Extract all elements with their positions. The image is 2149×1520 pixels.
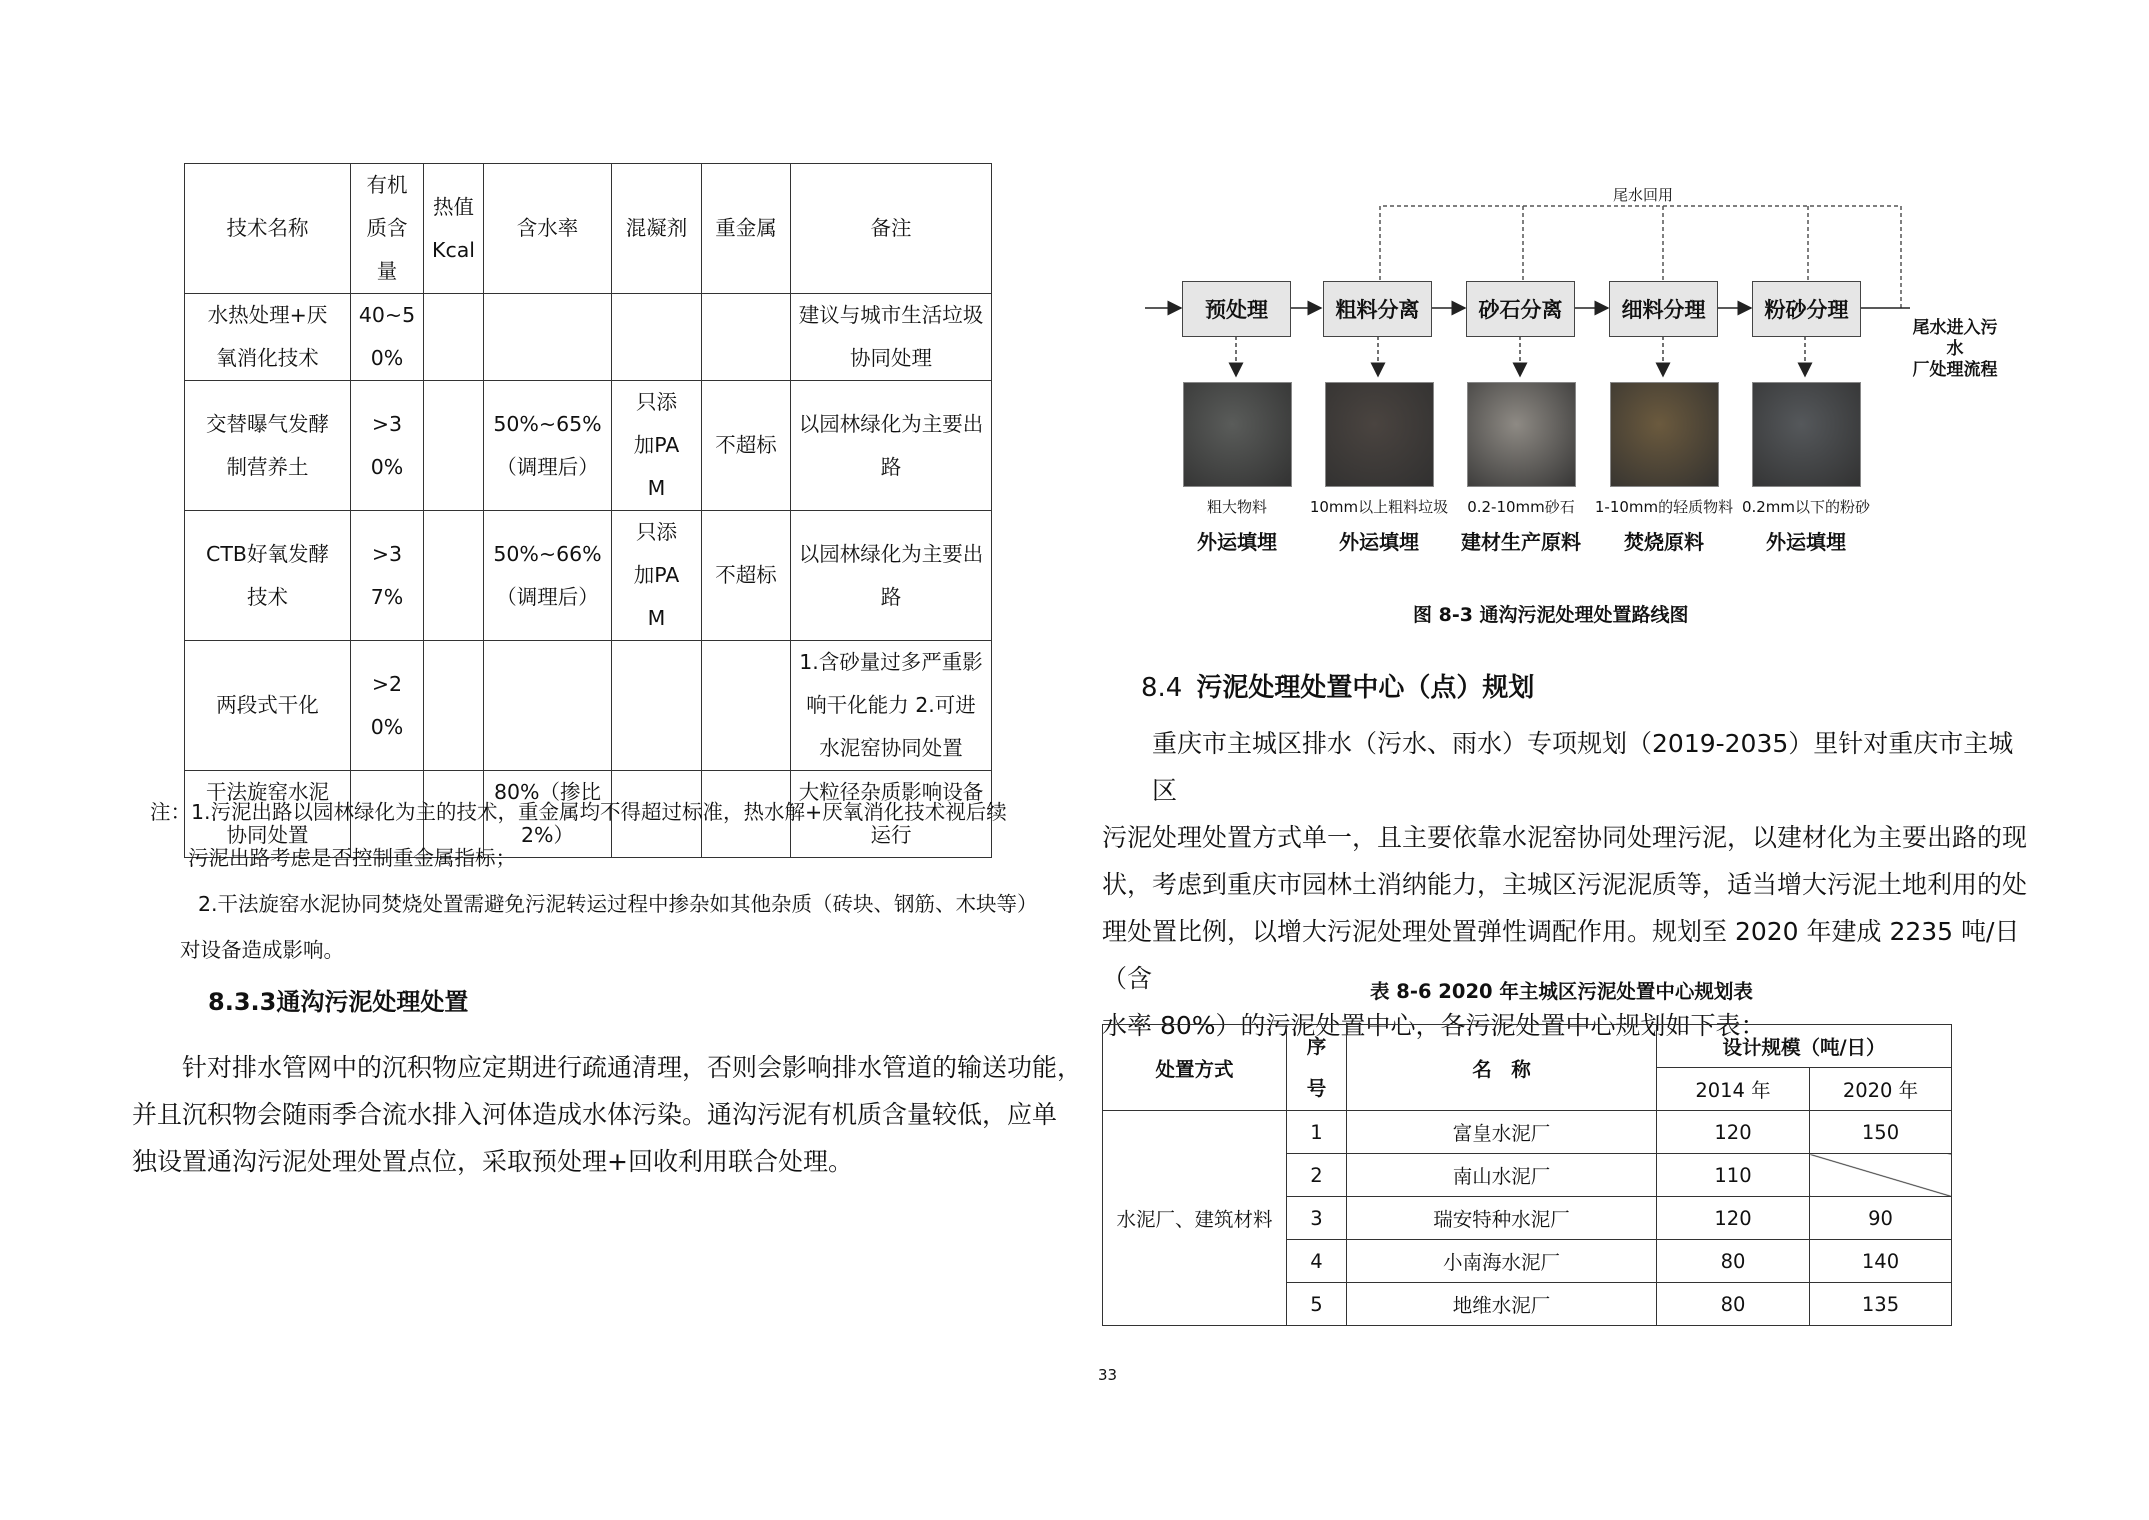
step-box-silt: 粉砂分理	[1752, 281, 1861, 337]
section-8-3-3-body	[132, 1044, 1092, 1185]
header-heavy-metal: 重金属	[702, 164, 791, 294]
cell-water: 50%~65%（调理后）	[484, 381, 612, 511]
page-number: 33	[1098, 1366, 1118, 1384]
cell-remark: 以园林绿化为主要出路	[791, 511, 992, 641]
header-water: 含水率	[484, 164, 612, 294]
header-tech-name: 技术名称	[185, 164, 351, 294]
figure-caption: 图 8-3 通沟污泥处理处置路线图	[1413, 604, 1689, 626]
material-label: 0.2-10mm砂石	[1467, 498, 1575, 516]
header-organic: 有机质含量	[351, 164, 424, 294]
destination-label: 建材生产原料	[1461, 530, 1581, 554]
cell-seq: 4	[1287, 1240, 1347, 1283]
cell-organic: >37%	[351, 511, 424, 641]
cell-organic: 40~50%	[351, 294, 424, 381]
cell-2020-empty	[1810, 1154, 1952, 1197]
body-line: 针对排水管网中的沉积物应定期进行疏通清理，否则会影响排水管道的输送功能，	[182, 1053, 1083, 1082]
cell-2014: 80	[1657, 1240, 1810, 1283]
cell-seq: 3	[1287, 1197, 1347, 1240]
cell-2014: 80	[1657, 1283, 1810, 1326]
cell-name: 南山水泥厂	[1347, 1154, 1657, 1197]
cell-seq: 5	[1287, 1283, 1347, 1326]
cell-name: 瑞安特种水泥厂	[1347, 1197, 1657, 1240]
header-remark: 备注	[791, 164, 992, 294]
cell-tech-name: 交替曝气发酵制营养土	[185, 381, 351, 511]
material-label: 10mm以上粗料垃圾	[1309, 498, 1449, 516]
photo-coarse-material	[1183, 382, 1292, 487]
cell-remark: 大粒径杂质影响设备运行	[791, 771, 992, 858]
cell-coagulant: 只添加PAM	[612, 511, 702, 641]
cell-seq: 1	[1287, 1111, 1347, 1154]
table-row	[185, 381, 992, 511]
body-line: 理处置比例，以增大污泥处理处置弹性调配作用。规划至 2020 年建成 2235 吨/日（含	[1102, 917, 2020, 993]
cell-organic: >30%	[351, 381, 424, 511]
cell-2020: 150	[1810, 1111, 1952, 1154]
cell-remark: 以园林绿化为主要出路	[791, 381, 992, 511]
destination-label: 外运填埋	[1339, 530, 1419, 554]
step-box-fine: 细料分理	[1609, 281, 1718, 337]
cell-remark: 1.含砂量过多严重影响干化能力 2.可进水泥窑协同处置	[791, 641, 992, 771]
header-heat: 热值Kcal	[424, 164, 484, 294]
section-title: 污泥处理处置中心（点）规划	[1196, 673, 1535, 703]
step-box-sand: 砂石分离	[1466, 281, 1575, 337]
cell-coagulant	[612, 641, 702, 771]
cell-remark: 建议与城市生活垃圾协同处理	[791, 294, 992, 381]
cell-tech-name: 干法旋窑水泥协同处置	[185, 771, 351, 858]
table-caption: 表 8-6 2020 年主城区污泥处置中心规划表	[1370, 980, 1753, 1003]
cell-water	[484, 641, 612, 771]
process-flow-diagram	[1145, 180, 2000, 600]
cell-heat	[424, 641, 484, 771]
photo-fine-silt	[1752, 382, 1861, 487]
table-header-row	[1103, 1025, 1952, 1068]
cell-2020: 135	[1810, 1283, 1952, 1326]
body-line: 状，考虑到重庆市园林土消纳能力，主城区污泥泥质等，适当增大污泥土地利用的处	[1102, 870, 2028, 899]
note-1-line-2: 污泥出路考虑是否控制重金属指标；	[188, 846, 516, 870]
recycle-label: 尾水回用	[1613, 186, 1674, 204]
table-row	[185, 641, 992, 771]
sludge-center-plan-table	[1102, 1024, 1952, 1326]
header-method: 处置方式	[1103, 1025, 1287, 1111]
cell-tech-name: CTB好氧发酵技术	[185, 511, 351, 641]
step-box-coarse: 粗料分离	[1323, 281, 1432, 337]
body-line: 独设置通沟污泥处理处置点位，采取预处理+回收利用联合处理。	[132, 1147, 853, 1176]
header-coagulant: 混凝剂	[612, 164, 702, 294]
cell-method: 水泥厂、建筑材料	[1103, 1111, 1287, 1326]
table-header-row	[185, 164, 992, 294]
cell-heavy-metal: 不超标	[702, 381, 791, 511]
body-line: 污泥处理处置方式单一，且主要依靠水泥窑协同处理污泥，以建材化为主要出路的现	[1102, 823, 2028, 852]
cell-water: 80%（掺比2%）	[484, 771, 612, 858]
cell-heat	[424, 381, 484, 511]
cell-2014: 120	[1657, 1197, 1810, 1240]
body-line: 重庆市主城区排水（污水、雨水）专项规划（2019-2035）里针对重庆市主城区	[1152, 729, 2014, 805]
section-heading-8-4	[1141, 667, 1534, 704]
header-2020: 2020 年	[1810, 1068, 1952, 1111]
photo-light-material	[1610, 382, 1719, 487]
cell-name: 小南海水泥厂	[1347, 1240, 1657, 1283]
cell-2020: 90	[1810, 1197, 1952, 1240]
cell-seq: 2	[1287, 1154, 1347, 1197]
body-line: 水率 80%）的污泥处置中心，各污泥处置中心规划如下表：	[1102, 1011, 1766, 1040]
header-name: 名 称	[1347, 1025, 1657, 1111]
header-2014: 2014 年	[1657, 1068, 1810, 1111]
note-2-line-1: 2.干法旋窑水泥协同焚烧处置需避免污泥转运过程中掺杂如其他杂质（砖块、钢筋、木块等）	[198, 892, 1038, 916]
step-box-pretreatment: 预处理	[1182, 281, 1291, 337]
technology-comparison-table	[184, 163, 992, 858]
material-label: 粗大物料	[1206, 498, 1267, 516]
section-number: 8.4	[1141, 673, 1183, 703]
destination-label: 外运填埋	[1766, 530, 1846, 554]
cell-heavy-metal: 不超标	[702, 511, 791, 641]
cell-heat	[424, 294, 484, 381]
header-design-scale: 设计规模（吨/日）	[1657, 1025, 1952, 1068]
table-row	[1103, 1111, 1952, 1154]
cell-name: 富皇水泥厂	[1347, 1111, 1657, 1154]
cell-2014: 110	[1657, 1154, 1810, 1197]
cell-name: 地维水泥厂	[1347, 1283, 1657, 1326]
material-label: 1-10mm的轻质物料	[1594, 498, 1734, 516]
cell-tech-name: 水热处理+厌氧消化技术	[185, 294, 351, 381]
destination-label: 焚烧原料	[1624, 530, 1704, 554]
cell-tech-name: 两段式干化	[185, 641, 351, 771]
photo-sand-gravel	[1467, 382, 1576, 487]
note-2-line-2: 对设备造成影响。	[180, 938, 344, 962]
table-row	[185, 511, 992, 641]
photo-coarse-garbage	[1325, 382, 1434, 487]
cell-heavy-metal	[702, 294, 791, 381]
material-label: 0.2mm以下的粉砂	[1741, 498, 1871, 516]
note-1-line-1: 注：1.污泥出路以园林绿化为主的技术，重金属均不得超过标准，热水解+厌氧消化技术视后续	[150, 800, 1007, 824]
body-line: 并且沉积物会随雨季合流水排入河体造成水体污染。通沟污泥有机质含量较低，应单	[132, 1100, 1058, 1129]
table-row	[185, 294, 992, 381]
cell-organic: >20%	[351, 641, 424, 771]
destination-label: 外运填埋	[1197, 530, 1277, 554]
cell-water: 50%~66%（调理后）	[484, 511, 612, 641]
header-seq: 序号	[1287, 1025, 1347, 1111]
cell-2020: 140	[1810, 1240, 1952, 1283]
cell-heavy-metal	[702, 641, 791, 771]
table-notes	[150, 789, 1075, 973]
cell-coagulant: 只添加PAM	[612, 381, 702, 511]
end-label: 尾水进入污水 厂处理流程	[1912, 318, 1998, 380]
cell-heat	[424, 511, 484, 641]
cell-2014: 120	[1657, 1111, 1810, 1154]
section-heading-8-3-3: 8.3.3通沟污泥处理处置	[208, 988, 469, 1016]
cell-water	[484, 294, 612, 381]
cell-coagulant	[612, 294, 702, 381]
